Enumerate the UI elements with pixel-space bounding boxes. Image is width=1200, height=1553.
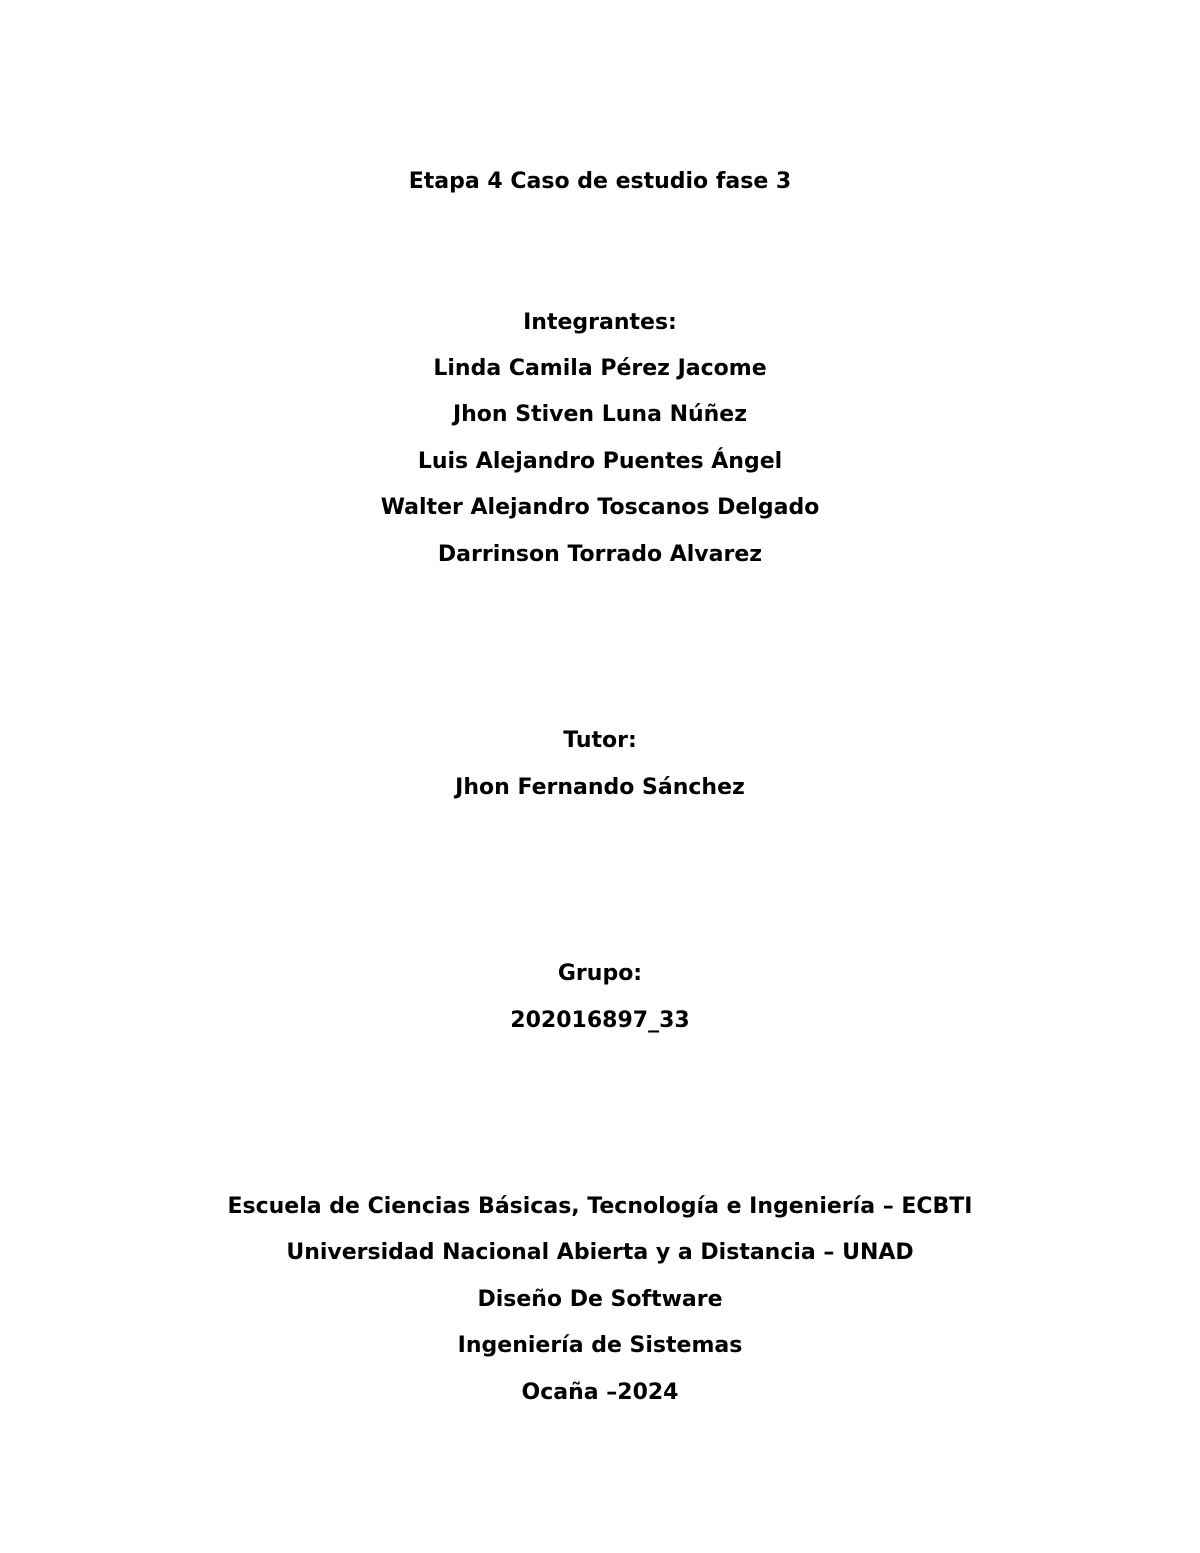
member-name: Darrinson Torrado Alvarez — [437, 542, 763, 567]
tutor-heading: Tutor: — [563, 728, 637, 753]
place-date: Ocaña –2024 — [521, 1380, 679, 1405]
member-name: Linda Camila Pérez Jacome — [433, 356, 767, 381]
group-code: 202016897_33 — [510, 1008, 690, 1033]
program-name: Ingeniería de Sistemas — [457, 1333, 743, 1358]
member-name: Jhon Stiven Luna Núñez — [452, 402, 748, 427]
member-name: Walter Alejandro Toscanos Delgado — [380, 495, 820, 520]
school-name: Escuela de Ciencias Básicas, Tecnología e Ingeniería – ECBTI — [227, 1194, 973, 1219]
university-name: Universidad Nacional Abierta y a Distancia – UNAD — [286, 1240, 914, 1265]
tutor-name: Jhon Fernando Sánchez — [455, 775, 745, 800]
document-title: Etapa 4 Caso de estudio fase 3 — [408, 169, 792, 194]
group-heading: Grupo: — [557, 961, 643, 986]
members-heading: Integrantes: — [523, 310, 677, 335]
course-name: Diseño De Software — [477, 1287, 723, 1312]
member-name: Luis Alejandro Puentes Ángel — [417, 449, 783, 474]
